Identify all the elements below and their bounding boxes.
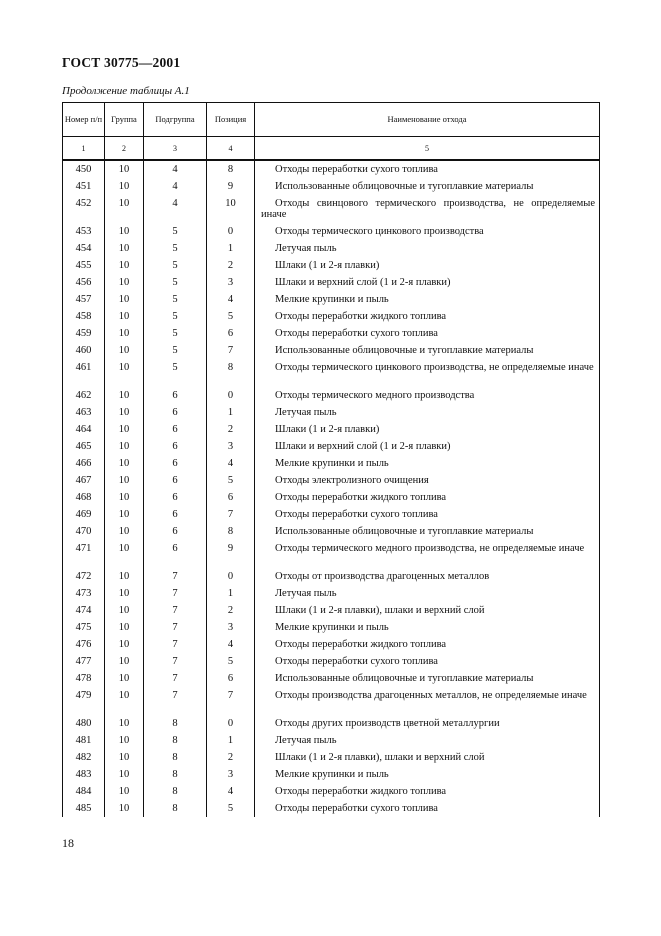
group-cell: 10 [105, 178, 144, 195]
subgroup-cell: 7 [144, 653, 207, 670]
subgroup-cell: 5 [144, 274, 207, 291]
row-number: 456 [63, 274, 105, 291]
row-number: 468 [63, 489, 105, 506]
row-number: 472 [63, 568, 105, 585]
table-row [63, 274, 600, 291]
position-cell: 7 [207, 342, 255, 359]
waste-name-cell: Летучая пыль [255, 240, 600, 257]
subgroup-cell: 6 [144, 455, 207, 472]
group-cell: 10 [105, 766, 144, 783]
waste-name-cell: Отходы переработки сухого топлива [255, 800, 600, 817]
subgroup-cell: 5 [144, 240, 207, 257]
row-number: 471 [63, 540, 105, 568]
waste-name-cell: Шлаки (1 и 2-я плавки) [255, 421, 600, 438]
waste-name-cell: Мелкие крупинки и пыль [255, 619, 600, 636]
row-number: 479 [63, 687, 105, 715]
subgroup-cell: 4 [144, 195, 207, 223]
table-row [63, 540, 600, 568]
position-cell: 3 [207, 619, 255, 636]
table-row [63, 653, 600, 670]
table-body [63, 160, 600, 817]
column-number: 2 [105, 137, 144, 161]
group-cell: 10 [105, 404, 144, 421]
waste-name-cell: Отходы переработки жидкого топлива [255, 636, 600, 653]
table-row [63, 619, 600, 636]
position-cell: 4 [207, 783, 255, 800]
waste-name-cell: Шлаки и верхний слой (1 и 2-я плавки) [255, 438, 600, 455]
group-cell: 10 [105, 387, 144, 404]
group-cell: 10 [105, 274, 144, 291]
table-row [63, 325, 600, 342]
waste-name-cell: Использованные облицовочные и тугоплавкие материалы [255, 523, 600, 540]
waste-name-cell: Шлаки (1 и 2-я плавки), шлаки и верхний слой [255, 602, 600, 619]
column-number: 3 [144, 137, 207, 161]
subgroup-cell: 5 [144, 257, 207, 274]
subgroup-cell: 7 [144, 602, 207, 619]
position-cell: 0 [207, 387, 255, 404]
subgroup-cell: 6 [144, 506, 207, 523]
waste-name-cell: Отходы термического цинкового производства, не определяемые иначе [255, 359, 600, 387]
subgroup-cell: 5 [144, 291, 207, 308]
waste-name-cell: Мелкие крупинки и пыль [255, 766, 600, 783]
table-row [63, 160, 600, 178]
group-cell: 10 [105, 325, 144, 342]
table-row [63, 421, 600, 438]
group-cell: 10 [105, 308, 144, 325]
group-cell: 10 [105, 636, 144, 653]
group-cell: 10 [105, 455, 144, 472]
row-number: 474 [63, 602, 105, 619]
table-row [63, 489, 600, 506]
row-number: 470 [63, 523, 105, 540]
row-number: 475 [63, 619, 105, 636]
subgroup-cell: 6 [144, 421, 207, 438]
position-cell: 6 [207, 325, 255, 342]
group-cell: 10 [105, 749, 144, 766]
row-number: 465 [63, 438, 105, 455]
row-number: 453 [63, 223, 105, 240]
row-number: 473 [63, 585, 105, 602]
subgroup-cell: 6 [144, 523, 207, 540]
position-cell: 3 [207, 766, 255, 783]
group-cell: 10 [105, 472, 144, 489]
waste-name-cell: Отходы свинцового термического производства, не определяемые иначе [255, 195, 600, 223]
waste-name-cell: Отходы переработки жидкого топлива [255, 489, 600, 506]
table-row [63, 223, 600, 240]
subgroup-cell: 6 [144, 387, 207, 404]
position-cell: 1 [207, 732, 255, 749]
position-cell: 2 [207, 749, 255, 766]
group-cell: 10 [105, 602, 144, 619]
position-cell: 1 [207, 404, 255, 421]
table-row [63, 800, 600, 817]
group-cell: 10 [105, 523, 144, 540]
waste-name-cell: Шлаки (1 и 2-я плавки), шлаки и верхний слой [255, 749, 600, 766]
page-number: 18 [62, 836, 74, 850]
row-number: 476 [63, 636, 105, 653]
group-cell: 10 [105, 240, 144, 257]
waste-name-cell: Отходы переработки сухого топлива [255, 653, 600, 670]
group-cell: 10 [105, 670, 144, 687]
document-title: ГОСТ 30775—2001 [62, 55, 181, 70]
position-cell: 10 [207, 195, 255, 223]
waste-name-cell: Отходы переработки жидкого топлива [255, 308, 600, 325]
column-number: 1 [63, 137, 105, 161]
group-cell: 10 [105, 421, 144, 438]
subgroup-cell: 5 [144, 342, 207, 359]
waste-name-cell: Использованные облицовочные и тугоплавкие материалы [255, 178, 600, 195]
subgroup-cell: 7 [144, 687, 207, 715]
table-caption: Продолжение таблицы А.1 [62, 85, 190, 97]
row-number: 483 [63, 766, 105, 783]
row-number: 452 [63, 195, 105, 223]
row-number: 480 [63, 715, 105, 732]
waste-name-cell: Летучая пыль [255, 404, 600, 421]
waste-name-cell: Отходы переработки сухого топлива [255, 160, 600, 178]
header-subgroup: Подгруппа [144, 103, 207, 137]
waste-name-cell: Отходы от производства драгоценных металлов [255, 568, 600, 585]
waste-name-cell: Отходы производства драгоценных металлов, не определяемые иначе [255, 687, 600, 715]
group-cell: 10 [105, 568, 144, 585]
table-row [63, 523, 600, 540]
position-cell: 5 [207, 308, 255, 325]
position-cell: 0 [207, 715, 255, 732]
table-row [63, 404, 600, 421]
row-number: 450 [63, 160, 105, 178]
group-cell: 10 [105, 438, 144, 455]
position-cell: 4 [207, 291, 255, 308]
position-cell: 5 [207, 653, 255, 670]
row-number: 462 [63, 387, 105, 404]
position-cell: 3 [207, 438, 255, 455]
table-row [63, 257, 600, 274]
position-cell: 4 [207, 636, 255, 653]
row-number: 481 [63, 732, 105, 749]
group-cell: 10 [105, 257, 144, 274]
waste-name-cell: Отходы термического медного производства, не определяемые иначе [255, 540, 600, 568]
subgroup-cell: 7 [144, 636, 207, 653]
position-cell: 4 [207, 455, 255, 472]
table-row [63, 359, 600, 387]
table-row [63, 342, 600, 359]
header-group: Группа [105, 103, 144, 137]
subgroup-cell: 6 [144, 438, 207, 455]
subgroup-cell: 8 [144, 783, 207, 800]
table-row [63, 506, 600, 523]
position-cell: 2 [207, 257, 255, 274]
group-cell: 10 [105, 160, 144, 178]
waste-name-cell: Мелкие крупинки и пыль [255, 291, 600, 308]
waste-name-cell: Использованные облицовочные и тугоплавкие материалы [255, 342, 600, 359]
position-cell: 5 [207, 800, 255, 817]
header-position: Позиция [207, 103, 255, 137]
position-cell: 0 [207, 568, 255, 585]
subgroup-cell: 5 [144, 325, 207, 342]
subgroup-cell: 8 [144, 715, 207, 732]
waste-classification-table [62, 102, 600, 817]
position-cell: 8 [207, 359, 255, 387]
row-number: 463 [63, 404, 105, 421]
subgroup-cell: 4 [144, 160, 207, 178]
subgroup-cell: 4 [144, 178, 207, 195]
table-row [63, 636, 600, 653]
subgroup-cell: 8 [144, 766, 207, 783]
row-number: 485 [63, 800, 105, 817]
row-number: 455 [63, 257, 105, 274]
row-number: 451 [63, 178, 105, 195]
row-number: 460 [63, 342, 105, 359]
row-number: 464 [63, 421, 105, 438]
waste-name-cell: Мелкие крупинки и пыль [255, 455, 600, 472]
row-number: 469 [63, 506, 105, 523]
row-number: 478 [63, 670, 105, 687]
table-row [63, 568, 600, 585]
subgroup-cell: 6 [144, 489, 207, 506]
group-cell: 10 [105, 783, 144, 800]
waste-name-cell: Отходы переработки сухого топлива [255, 325, 600, 342]
position-cell: 9 [207, 540, 255, 568]
position-cell: 8 [207, 523, 255, 540]
position-cell: 1 [207, 585, 255, 602]
header-number: Номер п/п [63, 103, 105, 137]
position-cell: 9 [207, 178, 255, 195]
row-number: 457 [63, 291, 105, 308]
table-row [63, 670, 600, 687]
subgroup-cell: 6 [144, 404, 207, 421]
position-cell: 6 [207, 489, 255, 506]
row-number: 454 [63, 240, 105, 257]
subgroup-cell: 7 [144, 619, 207, 636]
subgroup-cell: 6 [144, 540, 207, 568]
waste-name-cell: Шлаки и верхний слой (1 и 2-я плавки) [255, 274, 600, 291]
group-cell: 10 [105, 291, 144, 308]
position-cell: 7 [207, 506, 255, 523]
group-cell: 10 [105, 489, 144, 506]
waste-name-cell: Шлаки (1 и 2-я плавки) [255, 257, 600, 274]
table-row [63, 455, 600, 472]
subgroup-cell: 5 [144, 308, 207, 325]
group-cell: 10 [105, 619, 144, 636]
table-row [63, 308, 600, 325]
group-cell: 10 [105, 223, 144, 240]
waste-name-cell: Отходы других производств цветной металлургии [255, 715, 600, 732]
group-cell: 10 [105, 506, 144, 523]
row-number: 459 [63, 325, 105, 342]
group-cell: 10 [105, 359, 144, 387]
table-row [63, 178, 600, 195]
column-number: 4 [207, 137, 255, 161]
column-number: 5 [255, 137, 600, 161]
group-cell: 10 [105, 540, 144, 568]
column-number-row [63, 137, 600, 161]
waste-name-cell: Отходы термического цинкового производства [255, 223, 600, 240]
table-header-row [63, 103, 600, 137]
table-row [63, 766, 600, 783]
subgroup-cell: 5 [144, 223, 207, 240]
subgroup-cell: 8 [144, 800, 207, 817]
position-cell: 2 [207, 602, 255, 619]
row-number: 484 [63, 783, 105, 800]
table-row [63, 240, 600, 257]
table-row [63, 472, 600, 489]
table-row [63, 732, 600, 749]
position-cell: 1 [207, 240, 255, 257]
table-row [63, 438, 600, 455]
group-cell: 10 [105, 800, 144, 817]
table-row [63, 585, 600, 602]
subgroup-cell: 5 [144, 359, 207, 387]
waste-name-cell: Летучая пыль [255, 585, 600, 602]
subgroup-cell: 8 [144, 749, 207, 766]
subgroup-cell: 7 [144, 670, 207, 687]
waste-name-cell: Летучая пыль [255, 732, 600, 749]
position-cell: 6 [207, 670, 255, 687]
position-cell: 3 [207, 274, 255, 291]
waste-name-cell: Отходы переработки жидкого топлива [255, 783, 600, 800]
group-cell: 10 [105, 687, 144, 715]
position-cell: 7 [207, 687, 255, 715]
subgroup-cell: 7 [144, 585, 207, 602]
table-row [63, 783, 600, 800]
group-cell: 10 [105, 732, 144, 749]
group-cell: 10 [105, 715, 144, 732]
position-cell: 0 [207, 223, 255, 240]
subgroup-cell: 7 [144, 568, 207, 585]
row-number: 466 [63, 455, 105, 472]
waste-name-cell: Отходы переработки сухого топлива [255, 506, 600, 523]
group-cell: 10 [105, 653, 144, 670]
row-number: 467 [63, 472, 105, 489]
position-cell: 2 [207, 421, 255, 438]
table-row [63, 195, 600, 223]
table-row [63, 291, 600, 308]
table-row [63, 715, 600, 732]
row-number: 477 [63, 653, 105, 670]
subgroup-cell: 8 [144, 732, 207, 749]
table-row [63, 749, 600, 766]
position-cell: 8 [207, 160, 255, 178]
row-number: 458 [63, 308, 105, 325]
table-row [63, 387, 600, 404]
table-row [63, 687, 600, 715]
group-cell: 10 [105, 585, 144, 602]
waste-name-cell: Отходы термического медного производства [255, 387, 600, 404]
header-waste-name: Наименование отхода [255, 103, 600, 137]
row-number: 461 [63, 359, 105, 387]
table-row [63, 602, 600, 619]
waste-name-cell: Отходы электролизного очищения [255, 472, 600, 489]
group-cell: 10 [105, 195, 144, 223]
row-number: 482 [63, 749, 105, 766]
waste-name-cell: Использованные облицовочные и тугоплавкие материалы [255, 670, 600, 687]
subgroup-cell: 6 [144, 472, 207, 489]
group-cell: 10 [105, 342, 144, 359]
position-cell: 5 [207, 472, 255, 489]
